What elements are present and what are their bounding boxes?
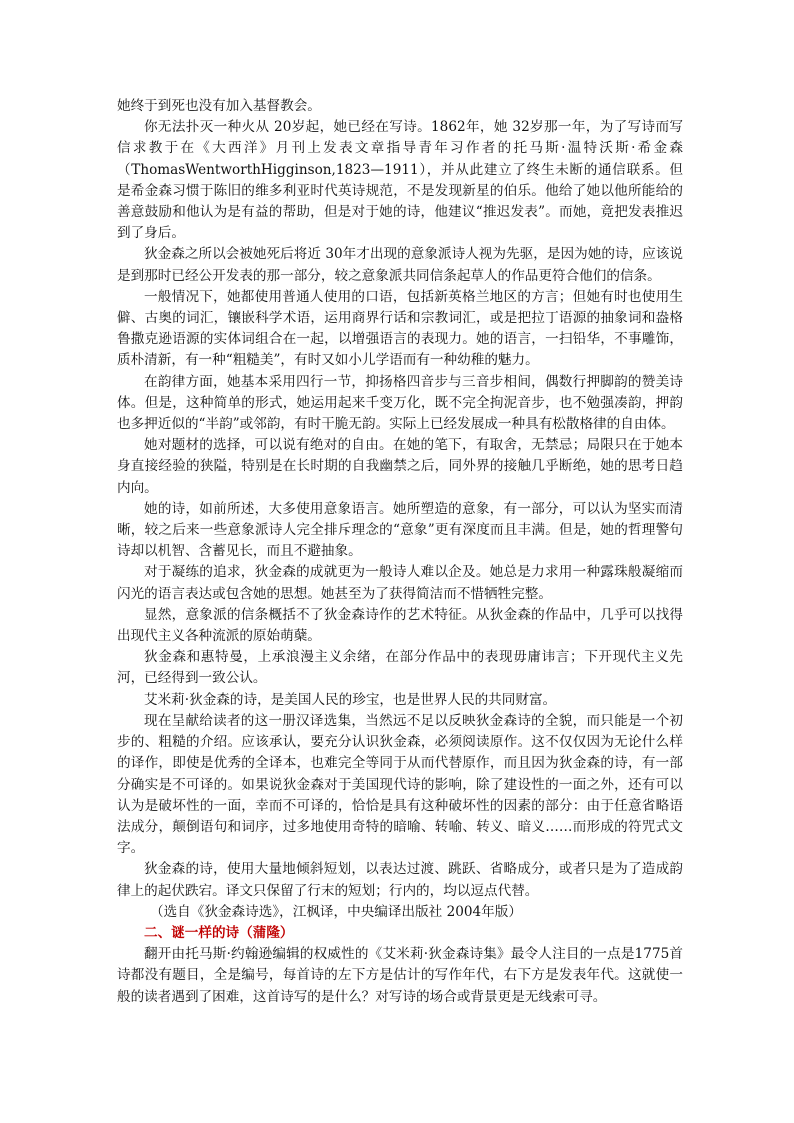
paragraph: 艾米莉·狄金森的诗，是美国人民的珍宝，也是世界人民的共同财富。 [144, 691, 557, 708]
paragraph: 她的诗，如前所述，大多使用意象语言。她所塑造的意象，有一部分，可以认为坚实而清晰，较之后来一些意象派诗人完全排斥理念的“意象”更有深度而且丰满。但是，她的哲理警句诗却以机智、含蓄见长，而且不避抽象。 [117, 500, 683, 560]
paragraph: 对于凝练的追求，狄金森的成就更为一般诗人难以企及。她总是力求用一种露珠般凝缩而闪光的语言表达或包含她的思想。她甚至为了获得简洁而不惜牺牲完整。 [117, 564, 683, 602]
paragraph: 狄金森和惠特曼，上承浪漫主义余绪，在部分作品中的表现毋庸讳言；下开现代主义先河，已经得到一致公认。 [117, 649, 683, 687]
paragraph: 现在呈献给读者的这一册汉译选集，当然远不足以反映狄金森诗的全貌，而只能是一个初步的、粗糙的介绍。应该承认，要充分认识狄金森，必须阅读原作。这不仅仅因为无论什么样的译作，即使是优秀的全译本，也难完全等同于从而代替原作，而且因为狄金森的诗，有一部分确实是不可译的。如果说狄金森对于美国现代诗的影响，除了建设性的一面之外，还有可以认为是破坏性的一面，幸而不可译的，恰恰是具有这种破坏性的因素的部分：由于任意省略语法成分，颠倒语句和词序，过多地使用奇特的暗喻、转喻、转义、暗义……而形成的符咒式文字。 [117, 712, 683, 857]
paragraph: 显然，意象派的信条概括不了狄金森诗作的艺术特征。从狄金森的作品中，几乎可以找得出现代主义各种流派的原始萌蘖。 [117, 606, 683, 645]
paragraph: 她对题材的选择，可以说有绝对的自由。在她的笔下，有取舍，无禁忌；局限只在于她本身直接经验的狭隘，特别是在长时期的自我幽禁之后，同外界的接触几乎断绝，她的思考日趋内向。 [117, 437, 683, 496]
paragraph: 她终于到死也没有加入基督教会。 [117, 98, 321, 114]
source-citation: （选自《狄金森诗选》，江枫译，中央编译出版社 2004年版） [150, 903, 522, 920]
document-page [117, 96, 683, 1008]
paragraph: 狄金森的诗，使用大量地倾斜短划，以表达过渡、跳跃、省略成分，或者只是为了造成韵律上的起伏跌宕。译文只保留了行末的短划；行内的，均以逗点代替。 [117, 861, 683, 899]
paragraph: 一般情况下，她都使用普通人使用的口语，包括新英格兰地区的方言；但她有时也使用生僻、古奥的词汇，镶嵌科学术语，运用商界行话和宗教词汇，或是把拉丁语源的抽象词和盎格鲁撒克逊语源的实体词组合在一起，以增强语言的表现力。她的语言，一扫铅华，不事雕饰，质朴清新，有一种“粗糙美”，有时又如小儿学语而有一种幼稚的魅力。 [117, 288, 683, 369]
section-heading: 二、谜一样的诗（蒲隆） [144, 924, 294, 941]
paragraph: 狄金森之所以会被她死后将近 30年才出现的意象派诗人视为先驱，是因为她的诗，应该说是到那时已经公开发表的那一部分，较之意象派共同信条起草人的作品更符合他们的信条。 [117, 246, 683, 284]
paragraph: 翻开由托马斯·约翰逊编辑的权威性的《艾米莉·狄金森诗集》最令人注目的一点是1775首诗都没有题目，全是编号，每首诗的左下方是估计的写作年代，右下方是发表年代。这就使一般的读者遇到了困难，这首诗写的是什么？对写诗的场合或背景更是无线索可寻。 [117, 946, 683, 1005]
paragraph: 你无法扑灭一种火从 20岁起，她已经在写诗。1862年，她 32岁那一年，为了写诗而写信求教于在《大西洋》月刊上发表文章指导青年习作者的托马斯·温特沃斯·希金森（ThomasWentworthHigginson,1823—1911），并从此建立了终生未断的通信联系。但是希金森习惯于陈旧的维多利亚时代英诗规范，不是发现新星的伯乐。他给了她以他所能给的善意鼓励和他认为是有益的帮助，但是对于她的诗，他建议“推迟发表”。而她，竟把发表推迟到了身后。 [117, 119, 683, 242]
paragraph: 在韵律方面，她基本采用四行一节，抑扬格四音步与三音步相间，偶数行押脚韵的赞美诗体。但是，这种简单的形式，她运用起来千变万化，既不完全拘泥音步，也不勉强凑韵，押韵也多押近似的“半韵”或邻韵，有时干脆无韵。实际上已经发展成一种具有松散格律的自由体。 [117, 373, 683, 433]
